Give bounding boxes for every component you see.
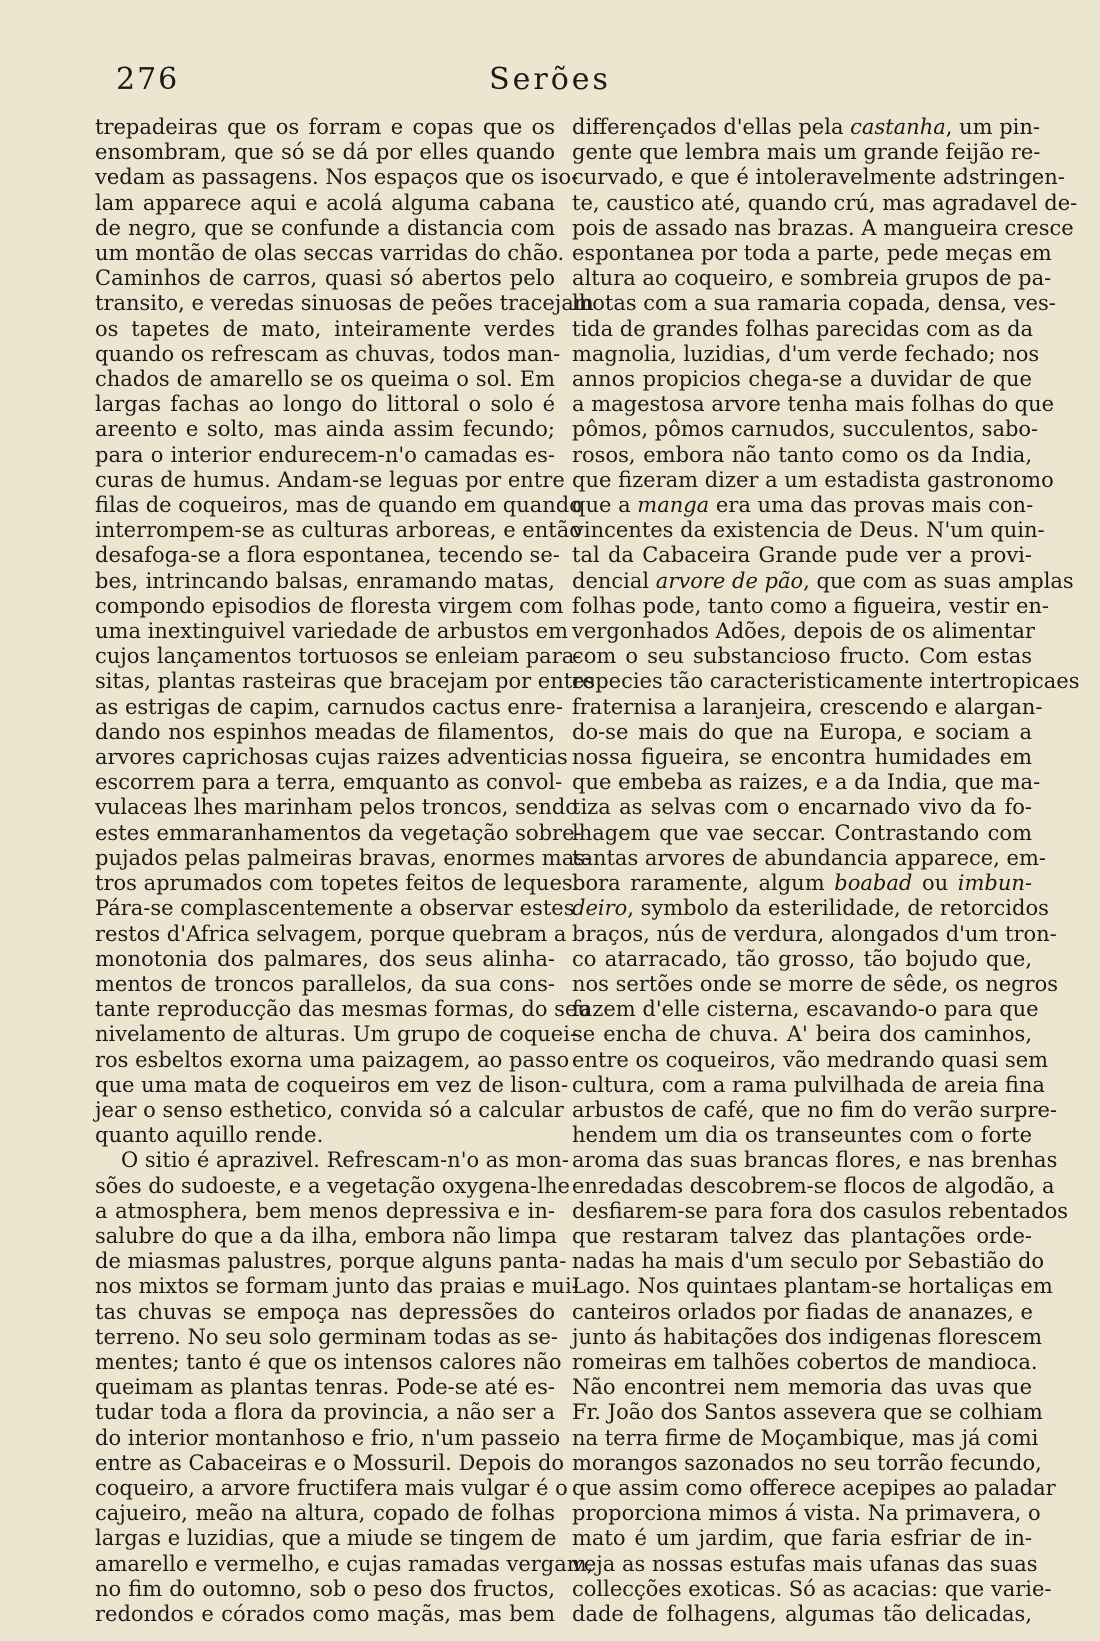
text-line xyxy=(572,1576,1052,1602)
text-segment: tantas arvores de abundancia apparece, em- xyxy=(572,845,1046,870)
text-line: um montão de olas seccas varridas do chão. xyxy=(95,241,565,266)
text-segment: collecções exoticas. Só as acacias: que varie- xyxy=(572,1576,1052,1601)
text-line xyxy=(572,291,1056,316)
text-line: que uma mata de coqueiros em vez de lison- xyxy=(95,1072,569,1097)
text-line: mentos de troncos parallelos, da sua cons- xyxy=(95,971,555,996)
text-line: os tapetes de mato, inteiramente verdes xyxy=(95,316,555,341)
text-segment: que a xyxy=(572,493,638,518)
text-line: lam apparece aqui e acolá alguma cabana xyxy=(95,190,555,215)
text-line: cujos lançamentos tortuosos se enleiam para- xyxy=(95,644,582,669)
left-column xyxy=(95,115,595,1627)
text-body xyxy=(95,115,1080,1626)
text-line: no fim do outomno, sob o peso dos fructos, xyxy=(95,1576,555,1601)
text-segment: pômos, pômos carnudos, succulentos, sabo- xyxy=(572,417,1039,442)
text-line xyxy=(572,1349,1038,1375)
text-line xyxy=(572,1551,1038,1577)
text-segment: na terra firme de Moçambique, mas já comi xyxy=(572,1425,1039,1450)
text-segment: vincentes da existencia de Deus. N'um quin- xyxy=(572,518,1045,543)
text-line: jear o senso esthetico, convida só a calcular xyxy=(95,1097,564,1122)
text-segment: se encha de chuva. A' beira dos caminhos, xyxy=(572,1022,1032,1047)
text-line xyxy=(572,443,1032,468)
text-line: desafoga-se a flora espontanea, tecendo se- xyxy=(95,543,560,568)
italic-term: castanha xyxy=(850,115,946,139)
text-segment: fazem d'elle cisterna, escavando-o para que xyxy=(572,997,1039,1022)
text-segment: tal da Cabaceira Grande pude ver a provi- xyxy=(572,543,1032,568)
text-segment: que restaram talvez das plantações orde- xyxy=(572,1223,1032,1248)
text-segment: Fr. João dos Santos assevera que se colhiam xyxy=(572,1400,1043,1425)
text-segment: folhas pode, tanto como a figueira, vestir en- xyxy=(572,593,1050,618)
text-line xyxy=(572,795,1032,820)
text-line xyxy=(572,493,1032,518)
text-line: tas chuvas se empoça nas depressões do xyxy=(95,1299,555,1324)
text-segment: a magestosa arvore tenha mais folhas do que xyxy=(572,392,1055,417)
text-line xyxy=(572,568,1074,594)
text-segment: braços, nús de verdura, alongados d'um tron- xyxy=(572,921,1057,946)
text-line: escorrem para a terra, emquanto as convol- xyxy=(95,770,563,795)
text-line xyxy=(572,1300,1032,1325)
italic-term: deiro xyxy=(572,896,628,921)
text-segment: enredadas descobrem-se flocos de algodão, a xyxy=(572,1173,1055,1198)
text-line xyxy=(572,115,1040,140)
right-column xyxy=(572,115,1080,1627)
text-segment: hendem um dia os transeuntes com o forte xyxy=(572,1123,1032,1148)
text-line xyxy=(572,1450,1042,1476)
text-segment: do-se mais do que na Europa, e sociam a xyxy=(572,719,1032,744)
text-line: filas de coqueiros, mas de quando em quando xyxy=(95,493,582,518)
text-line xyxy=(572,1198,1068,1224)
italic-term: imbun- xyxy=(957,871,1032,896)
text-line xyxy=(572,467,1054,493)
text-line xyxy=(572,921,1057,947)
text-line xyxy=(572,1249,1045,1274)
text-segment: tiza as selvas com o encarnado vivo da fo- xyxy=(572,795,1032,820)
text-segment: magnolia, luzidias, d'um verde fechado; nos xyxy=(572,341,1040,366)
text-line xyxy=(572,593,1050,619)
text-segment: arbustos de café, que no fim do verão surpre- xyxy=(572,1097,1057,1122)
text-line: entre as Cabaceiras e o Mossuril. Depois do xyxy=(95,1450,565,1475)
text-segment: junto ás habitações dos indigenas florescem xyxy=(572,1324,1043,1349)
text-segment: era uma das provas mais con- xyxy=(709,493,1034,518)
text-segment: fraternisa a laranjeira, crescendo e alargan- xyxy=(572,694,1043,719)
text-line: sitas, plantas rasteiras que bracejam por entre xyxy=(95,669,595,694)
text-line: as estrigas de capim, carnudos cactus enre- xyxy=(95,694,563,719)
text-line xyxy=(572,1375,1032,1400)
text-line: vulaceas lhes marinham pelos troncos, sendo xyxy=(95,795,578,820)
text-line xyxy=(572,694,1043,720)
text-line: nivelamento de alturas. Um grupo de coquei- xyxy=(95,1022,578,1047)
text-segment: , symbolo da esterilidade, de retorcidos xyxy=(627,896,1049,921)
text-segment: canteiros orlados por fiadas de ananazes, e xyxy=(572,1299,1033,1324)
text-line: monotonia dos palmares, dos seus alinha- xyxy=(95,946,555,971)
text-line: de miasmas palustres, porque alguns panta- xyxy=(95,1249,567,1274)
text-segment: desfiarem-se para fora dos casulos rebentados xyxy=(572,1198,1068,1223)
text-line: do interior montanhoso e frio, n'um passeio xyxy=(95,1425,561,1450)
text-line xyxy=(572,341,1040,367)
text-line xyxy=(572,518,1045,543)
text-line xyxy=(572,1097,1057,1123)
text-line xyxy=(572,1072,1045,1098)
text-line xyxy=(572,140,1041,165)
text-line: tudar toda a flora da provincia, a não ser a xyxy=(95,1400,555,1425)
text-line xyxy=(572,367,1032,392)
text-segment: dencial xyxy=(572,568,656,593)
text-line: redondos e córados como maçãs, mas bem xyxy=(95,1601,555,1626)
text-segment: , que com as suas amplas xyxy=(803,568,1074,593)
text-line xyxy=(572,543,1032,568)
text-line xyxy=(572,241,1052,266)
text-segment: , um pin- xyxy=(945,115,1040,139)
text-line xyxy=(572,1274,1053,1299)
text-line xyxy=(572,1475,1056,1501)
text-line: areento e solto, mas ainda assim fecundo; xyxy=(95,417,555,442)
text-line: salubre do que a da ilha, embora não limpa xyxy=(95,1223,557,1248)
text-line: queimam as plantas tenras. Pode-se até es- xyxy=(95,1375,555,1400)
italic-term: manga xyxy=(637,493,710,518)
text-segment: que fizeram dizer a um estadista gastronomo xyxy=(572,467,1054,492)
text-line xyxy=(572,644,1032,669)
text-segment: tida de grandes folhas parecidas com as da xyxy=(572,316,1034,341)
text-line xyxy=(572,1173,1055,1199)
text-line: estes emmaranhamentos da vegetação sobre- xyxy=(95,820,582,845)
text-segment: bora raramente, algum xyxy=(572,871,835,896)
text-line: Caminhos de carros, quasi só abertos pelo xyxy=(95,266,555,291)
text-segment: especies tão caracteristicamente intertropicaes xyxy=(572,669,1080,694)
text-line xyxy=(572,770,1041,795)
text-line xyxy=(572,896,1049,921)
text-line xyxy=(572,190,1078,216)
text-line: ros esbeltos exorna uma paizagem, ao passo xyxy=(95,1047,570,1072)
text-line xyxy=(572,619,1035,644)
text-line: nos mixtos se formam junto das praias e mui- xyxy=(95,1274,579,1299)
text-line: terreno. No seu solo germinam todas as se- xyxy=(95,1324,559,1349)
text-segment: cultura, com a rama pulvilhada de areia fina xyxy=(572,1072,1045,1097)
text-line: sões do sudoeste, e a vegetação oxygena-lhe xyxy=(95,1173,570,1198)
text-line: restos d'Africa selvagem, porque quebram a xyxy=(95,921,567,946)
text-line: uma inextinguivel variedade de arbustos em xyxy=(95,619,568,644)
text-line xyxy=(572,1602,1032,1627)
text-segment: nadas ha mais d'um seculo por Sebastião do xyxy=(572,1249,1045,1274)
text-line xyxy=(572,1148,1058,1173)
text-line xyxy=(572,669,1080,694)
text-line: quanto aquillo rende. xyxy=(95,1123,324,1148)
text-line: de negro, que se confunde a distancia com xyxy=(95,215,555,240)
text-line: Pára-se complascentemente a observar estes xyxy=(95,896,575,921)
text-line xyxy=(572,165,1065,190)
text-line xyxy=(572,266,1052,291)
text-line xyxy=(572,1425,1039,1451)
text-segment: Lago. Nos quintaes plantam-se hortaliças em xyxy=(572,1274,1053,1299)
text-line: a atmosphera, bem menos depressiva e in- xyxy=(95,1198,555,1223)
text-segment: nossa figueira, se encontra humidades em xyxy=(572,745,1032,770)
text-segment: annos propicios chega-se a duvidar de que xyxy=(572,367,1032,392)
text-line: quando os refrescam as chuvas, todos man- xyxy=(95,341,561,366)
page-number: 276 xyxy=(116,62,180,97)
text-segment: entre os coqueiros, vão medrando quasi sem xyxy=(572,1047,1049,1072)
text-line: tante reproducção das mesmas formas, do seu xyxy=(95,997,591,1022)
text-line xyxy=(572,417,1039,442)
text-line: largas fachas ao longo do littoral o solo é xyxy=(95,392,555,417)
text-line: interrompem-se as culturas arboreas, e então xyxy=(95,518,582,543)
text-line: tros aprumados com topetes feitos de leques. xyxy=(95,871,580,896)
text-line xyxy=(572,1022,1032,1047)
text-line xyxy=(572,1224,1032,1249)
text-segment: morangos sazonados no seu torrão fecundo, xyxy=(572,1450,1042,1475)
text-line xyxy=(572,1047,1049,1073)
text-segment: Não encontrei nem memoria das uvas que xyxy=(572,1375,1032,1400)
text-line: mentes; tanto é que os intensos calores não xyxy=(95,1349,562,1374)
text-line xyxy=(572,871,1032,896)
italic-term: boabad xyxy=(834,871,913,896)
text-segment: rosos, embora não tanto como os da India, xyxy=(572,442,1032,467)
text-line: chados de amarello se os queima o sol. Em xyxy=(95,367,555,392)
text-line xyxy=(572,947,1032,972)
text-segment: espontanea por toda a parte, pede meças em xyxy=(572,241,1052,266)
italic-term: arvore de pão xyxy=(655,568,804,593)
text-line: O sitio é aprazivel. Refrescam-n'o as mon- xyxy=(121,1148,569,1173)
text-segment: altura ao coqueiro, e sombreia grupos de pa- xyxy=(572,266,1052,291)
text-line xyxy=(572,317,1032,342)
text-segment: com o seu substancioso fructo. Com estas xyxy=(572,644,1032,669)
text-line xyxy=(572,1526,1032,1551)
text-line xyxy=(572,997,1039,1022)
text-segment: vergonhados Adões, depois de os alimentar xyxy=(572,619,1035,644)
text-line: bes, intrincando balsas, enramando matas, xyxy=(95,568,555,593)
text-line: dando nos espinhos meadas de filamentos, xyxy=(95,719,555,744)
text-segment: ou xyxy=(912,871,958,896)
text-segment: romeiras em talhões cobertos de mandioca. xyxy=(572,1349,1038,1374)
text-line xyxy=(572,821,1032,846)
text-line xyxy=(572,1324,1043,1350)
text-segment: lhotas com a sua ramaria copada, densa, ves- xyxy=(572,291,1056,316)
text-segment: co atarracado, tão grosso, tão bojudo que, xyxy=(572,946,1032,971)
text-segment: pois de assado nas brazas. A mangueira cresce xyxy=(572,215,1074,240)
text-segment: proporciona mimos á vista. Na primavera, o xyxy=(572,1501,1041,1526)
text-segment: nos sertões onde se morre de sêde, os negros xyxy=(572,971,1059,996)
text-line xyxy=(572,215,1074,241)
text-line xyxy=(572,745,1032,770)
text-segment: dade de folhagens, algumas tão delicadas, xyxy=(572,1601,1032,1626)
text-line xyxy=(572,1501,1041,1526)
text-segment: aroma das suas brancas flores, e nas brenhas xyxy=(572,1148,1058,1173)
text-line: largas e luzidias, que a miude se tingem de xyxy=(95,1526,557,1551)
text-line: cajueiro, meão na altura, copado de folhas xyxy=(95,1501,555,1526)
text-line: arvores caprichosas cujas raizes adventicias xyxy=(95,745,568,770)
text-line: trepadeiras que os forram e copas que os xyxy=(95,115,555,139)
text-segment: gente que lembra mais um grande feijão re- xyxy=(572,140,1041,165)
text-line: vedam as passagens. Nos espaços que os iso- xyxy=(95,165,579,190)
text-line: amarello e vermelho, e cujas ramadas vergam, xyxy=(95,1551,594,1576)
text-line: pujados pelas palmeiras bravas, enormes mas- xyxy=(95,845,593,870)
text-line: ensombram, que só se dá por elles quando xyxy=(95,140,555,165)
text-segment: curvado, e que é intoleravelmente adstringen- xyxy=(572,165,1065,190)
text-segment: lhagem que vae seccar. Contrastando com xyxy=(572,820,1032,845)
text-line xyxy=(572,1123,1032,1148)
text-line: compondo episodios de floresta virgem com xyxy=(95,593,564,618)
text-line xyxy=(572,1400,1043,1425)
text-segment: te, caustico até, quando crú, mas agradavel de- xyxy=(572,190,1078,215)
text-line xyxy=(572,971,1059,997)
text-segment: mato é um jardim, que faria esfriar de in- xyxy=(572,1526,1032,1551)
text-line xyxy=(572,392,1055,417)
text-segment: que assim como offerece acepipes ao paladar xyxy=(572,1475,1056,1500)
text-line: curas de humus. Andam-se leguas por entre xyxy=(95,467,565,492)
text-segment: que embeba as raizes, e a da India, que ma- xyxy=(572,770,1041,795)
text-line xyxy=(572,720,1032,745)
text-segment: differençados d'ellas pela xyxy=(572,115,851,139)
text-line xyxy=(572,845,1046,871)
text-segment: veja as nossas estufas mais ufanas das suas xyxy=(572,1551,1038,1576)
text-line: transito, e veredas sinuosas de peões tracejam xyxy=(95,291,594,316)
text-line: para o interior endurecem-n'o camadas es- xyxy=(95,442,555,467)
text-line: coqueiro, a arvore fructifera mais vulgar é o xyxy=(95,1475,568,1500)
running-title: Serões xyxy=(489,62,611,97)
